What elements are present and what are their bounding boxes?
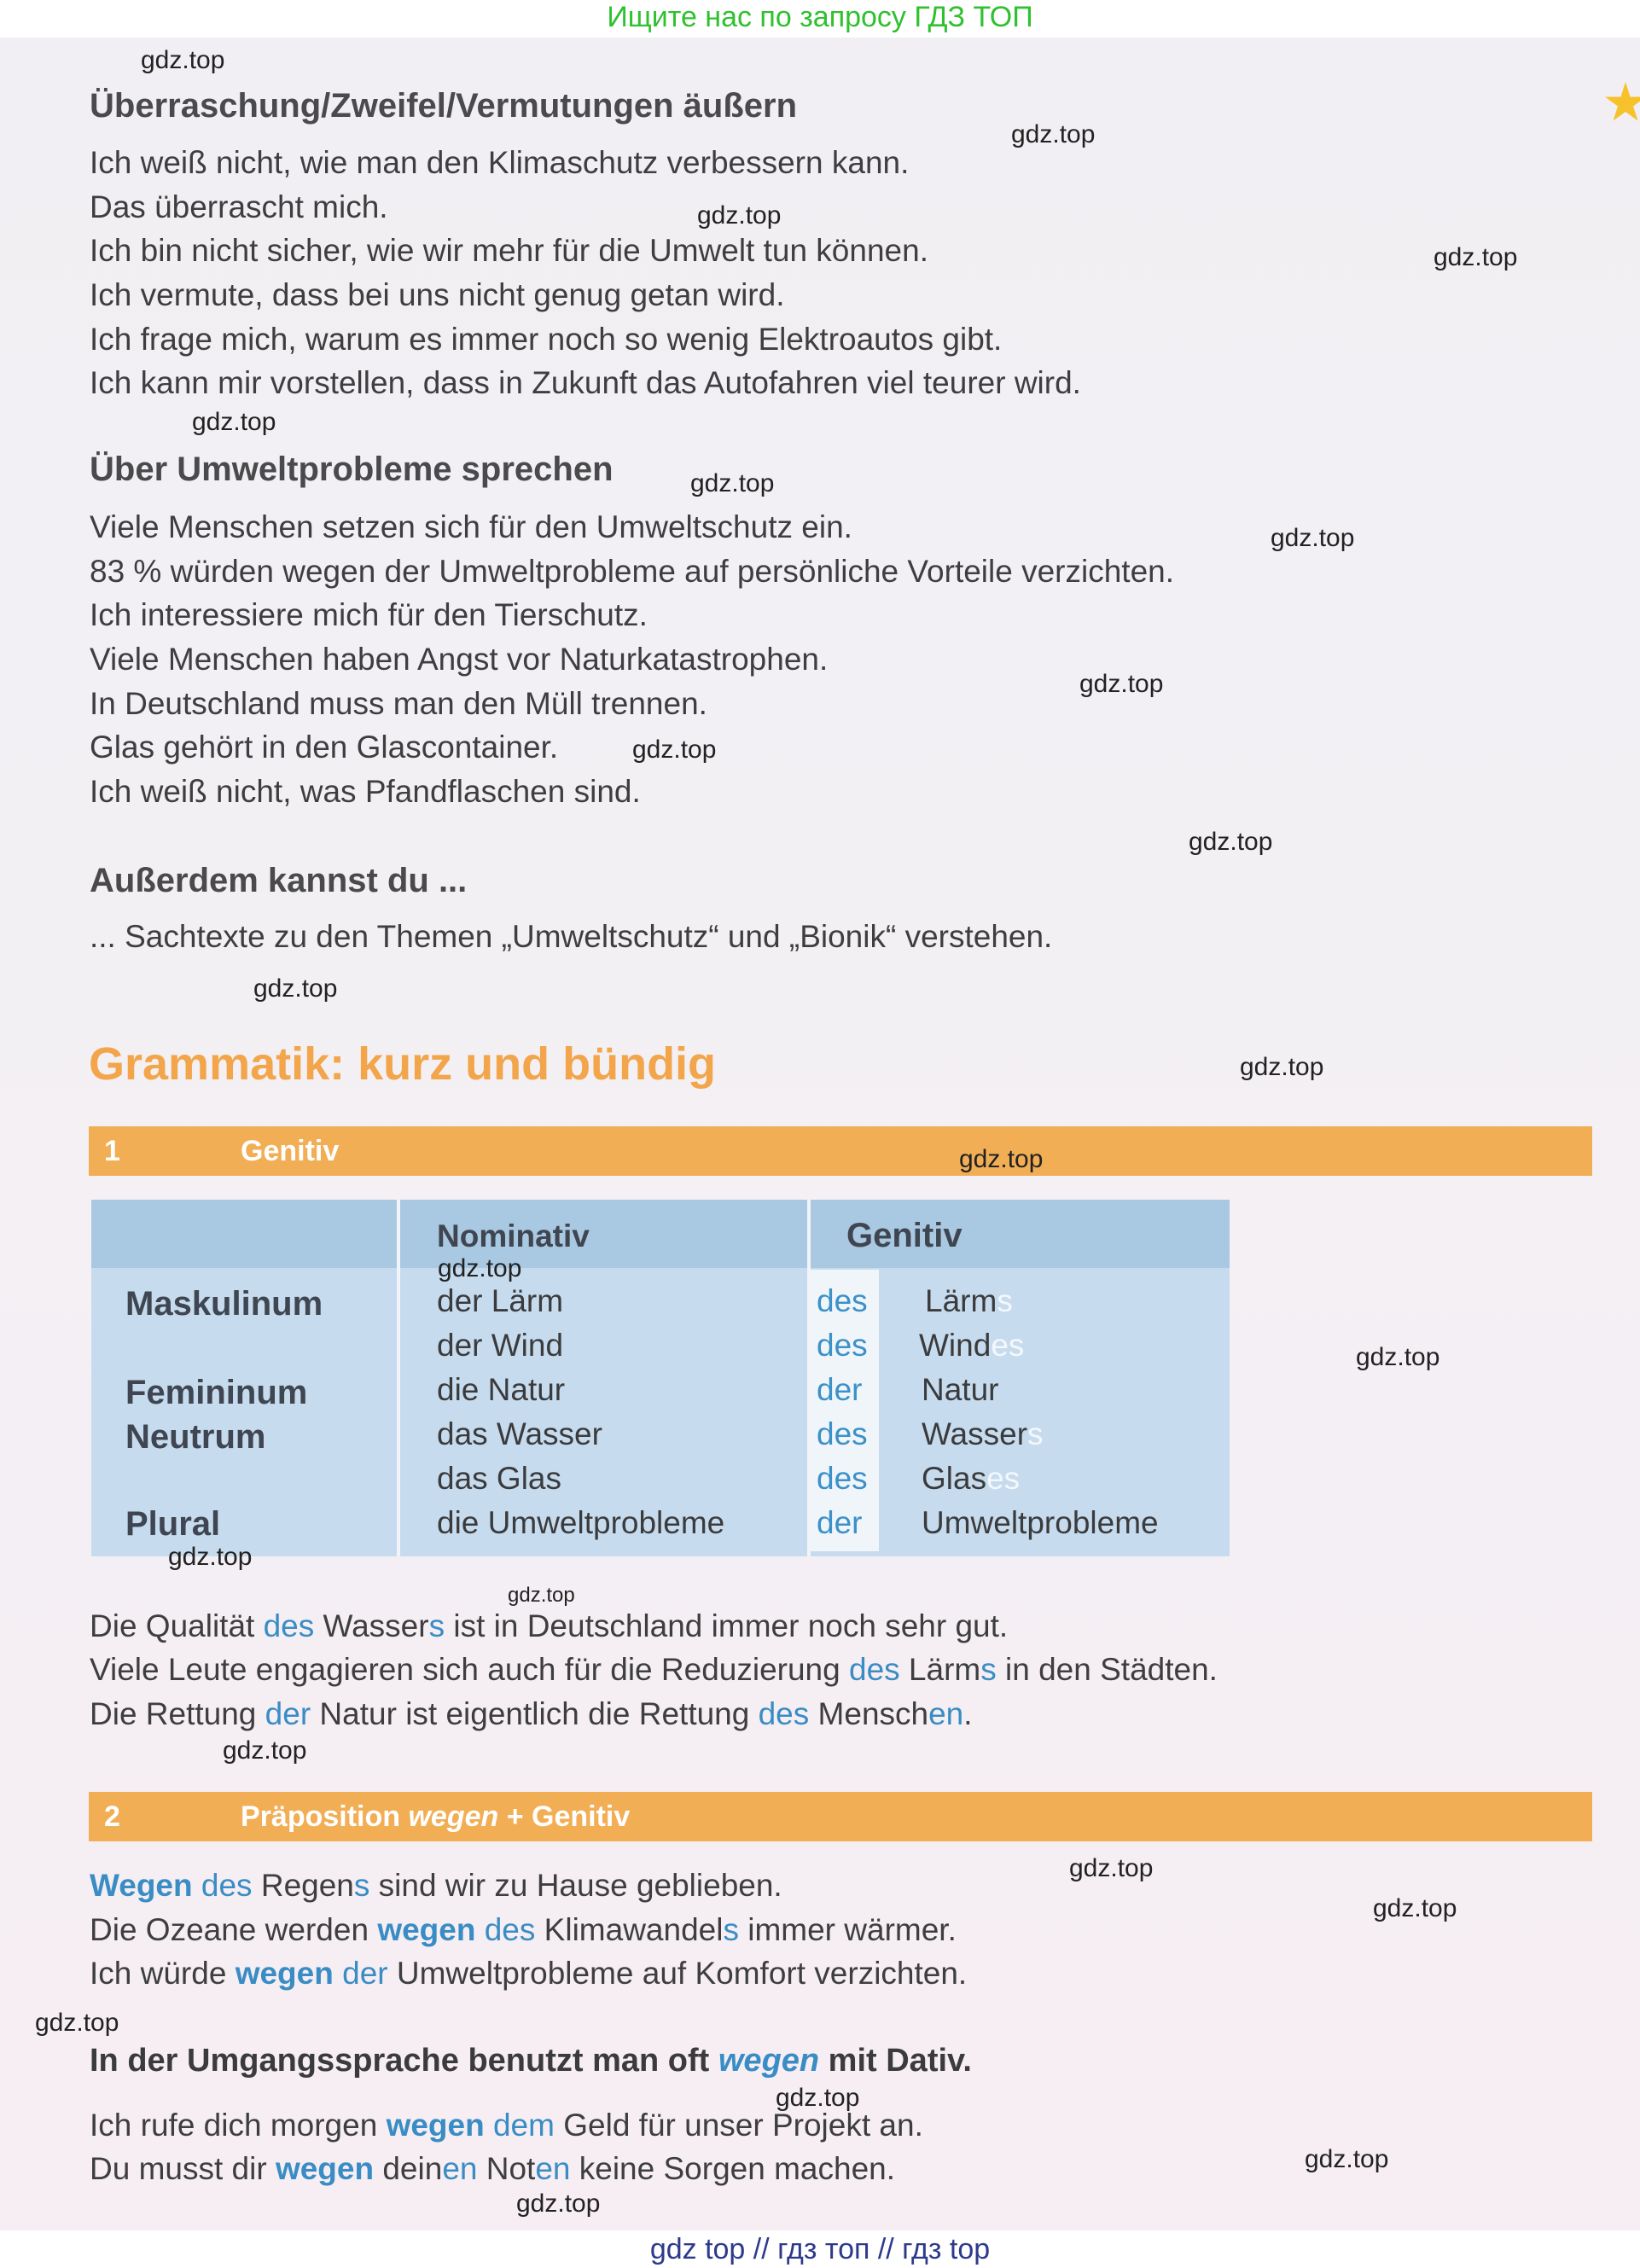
bar-title — [241, 1800, 630, 1834]
grammar-bar-genitiv — [89, 1126, 1592, 1176]
genitiv-noun — [922, 1461, 1020, 1497]
text-part — [475, 1912, 484, 1947]
text-part — [193, 1868, 201, 1903]
bottom-banner-text[interactable]: gdz top // гдз топ // гдз top — [649, 2233, 991, 2265]
text-part: Regen — [252, 1868, 354, 1903]
noun-stem: Umweltprobleme — [922, 1505, 1159, 1540]
genitiv-article: des — [263, 1608, 315, 1643]
noun-stem: Natur — [922, 1372, 999, 1407]
watermark: gdz.top — [253, 974, 338, 1003]
text-part — [334, 1956, 342, 1991]
text-line: Ich frage mich, warum es immer noch so wenig Elektroautos gibt. — [90, 322, 1003, 357]
watermark: gdz.top — [508, 1584, 575, 1607]
watermark: gdz.top — [1434, 243, 1518, 271]
text-line: Viele Menschen setzen sich für den Umweltschutz ein. — [90, 509, 852, 544]
wegen-word: Wegen — [90, 1868, 193, 1903]
watermark: gdz.top — [35, 2009, 119, 2037]
genitiv-article: des — [817, 1416, 868, 1451]
text-line: Glas gehört in den Glascontainer. — [90, 730, 559, 765]
text-part: Lärm — [899, 1652, 981, 1687]
text-line: Ich kann mir vorstellen, dass in Zukunft das Autofahren viel teurer wird. — [90, 365, 1081, 400]
example-sentence — [90, 1608, 1008, 1644]
genitiv-ending: es — [991, 1328, 1025, 1363]
genitiv-ending: en — [928, 1696, 964, 1731]
watermark: gdz.top — [1373, 1894, 1457, 1922]
genitiv-noun — [919, 1328, 1024, 1364]
colloquial-hint — [90, 2043, 972, 2079]
text-part: Die Rettung — [90, 1696, 265, 1731]
watermark: gdz.top — [1189, 828, 1273, 856]
text-part: sind wir zu Hause geblieben. — [369, 1868, 782, 1903]
text-line: Viele Menschen haben Angst vor Naturkatastrophen. — [90, 642, 829, 677]
genitiv-table — [91, 1200, 1230, 1556]
watermark: gdz.top — [776, 2084, 860, 2112]
text-part: Ich rufe dich morgen — [90, 2108, 387, 2143]
noun-stem: Glas — [922, 1461, 987, 1496]
genitiv-article: des — [817, 1328, 868, 1363]
genitiv-article: der — [817, 1505, 863, 1540]
gender-label: Plural — [125, 1505, 221, 1543]
gender-label: Femininum — [125, 1374, 308, 1411]
nominativ-cell: das Wasser — [437, 1416, 602, 1451]
wegen-word: wegen — [275, 2151, 375, 2186]
top-banner[interactable] — [0, 0, 1640, 38]
nominativ-cell: der Lärm — [437, 1283, 564, 1318]
genitiv-article: des — [201, 1868, 253, 1903]
text-line: ... Sachtexte zu den Themen „Umweltschutz“ und „Bionik“ verstehen. — [90, 919, 1053, 954]
text-part: Die Qualität — [90, 1608, 264, 1643]
example-sentence — [90, 2151, 895, 2187]
text-line: Ich interessiere mich für den Tierschutz. — [90, 597, 648, 632]
genitiv-noun — [922, 1372, 998, 1408]
watermark: gdz.top — [697, 201, 782, 230]
hint-part: wegen — [718, 2043, 820, 2079]
watermark: gdz.top — [1240, 1053, 1324, 1081]
text-part: Mensch — [809, 1696, 929, 1731]
nominativ-cell: der Wind — [437, 1328, 564, 1363]
hint-part: mit Dativ. — [819, 2043, 972, 2079]
text-line: Ich weiß nicht, was Pfandflaschen sind. — [90, 774, 641, 809]
watermark: gdz.top — [1069, 1854, 1154, 1882]
example-sentence — [90, 1912, 957, 1948]
text-part: Ich würde — [90, 1956, 236, 1991]
text-part: Natur ist eigentlich die Rettung — [311, 1696, 759, 1731]
table-header-row — [91, 1200, 1230, 1268]
example-sentence — [90, 1868, 782, 1904]
bar-title-part: wegen — [408, 1800, 499, 1833]
wegen-word: wegen — [235, 1956, 334, 1991]
bar-number: 1 — [104, 1135, 120, 1167]
watermark: gdz.top — [1011, 120, 1096, 148]
genitiv-ending: s — [723, 1912, 739, 1947]
text-line: In Deutschland muss man den Müll trennen. — [90, 686, 707, 721]
watermark: gdz.top — [959, 1145, 1044, 1173]
section-heading-environment: Über Umweltprobleme sprechen — [90, 451, 614, 488]
genitiv-article: des — [484, 1912, 536, 1947]
genitiv-noun — [922, 1416, 1044, 1452]
genitiv-noun — [922, 1505, 1159, 1541]
watermark: gdz.top — [1079, 670, 1164, 698]
example-sentence — [90, 1652, 1218, 1688]
text-part: keine Sorgen machen. — [570, 2151, 895, 2186]
noun-stem: Wind — [919, 1328, 992, 1363]
watermark: gdz.top — [223, 1736, 307, 1765]
watermark: gdz.top — [690, 469, 775, 497]
watermark: gdz.top — [438, 1254, 522, 1282]
bottom-banner[interactable] — [0, 2230, 1640, 2268]
genitiv-ending: es — [986, 1461, 1021, 1496]
genitiv-article: der — [342, 1956, 388, 1991]
text-line: 83 % würden wegen der Umweltprobleme auf persönliche Vorteile verzichten. — [90, 554, 1175, 589]
example-sentence — [90, 1696, 973, 1732]
grammar-title: Grammatik: kurz und bündig — [89, 1038, 717, 1090]
genitiv-ending: s — [428, 1608, 445, 1643]
watermark: gdz.top — [1271, 524, 1355, 552]
text-part: Wasser — [314, 1608, 429, 1643]
example-sentence — [90, 2108, 923, 2143]
genitiv-article: des — [849, 1652, 900, 1687]
bar-number: 2 — [104, 1800, 120, 1833]
genitiv-article: des — [758, 1696, 810, 1731]
watermark: gdz.top — [632, 736, 717, 764]
watermark: gdz.top — [1305, 2145, 1389, 2173]
section-heading-extra: Außerdem kannst du ... — [90, 862, 468, 899]
text-part: ist in Deutschland immer noch sehr gut. — [445, 1608, 1009, 1643]
example-sentence — [90, 1956, 967, 1992]
genitiv-article: der — [265, 1696, 311, 1731]
genitiv-ending: s — [353, 1868, 370, 1903]
top-banner-text[interactable]: Ищите нас по запросу ГДЗ ТОП — [607, 1, 1033, 33]
genitiv-article: der — [817, 1372, 863, 1407]
text-line: Ich weiß nicht, wie man den Klimaschutz verbessern kann. — [90, 145, 910, 180]
genitiv-noun — [925, 1283, 1013, 1319]
text-part: . — [963, 1696, 973, 1731]
bar-title-part: Präposition — [241, 1800, 409, 1833]
genitiv-ending: s — [980, 1652, 997, 1687]
text-part — [485, 2108, 493, 2143]
text-part: Viele Leute engagieren sich auch für die Reduzierung — [90, 1652, 849, 1687]
watermark: gdz.top — [192, 408, 276, 436]
noun-stem: Lärm — [925, 1283, 997, 1318]
text-part: Not — [477, 2151, 536, 2186]
text-part: Du musst dir — [90, 2151, 276, 2186]
text-part — [374, 2151, 382, 2186]
genitiv-ending: s — [1027, 1416, 1044, 1451]
genitiv-article: des — [817, 1283, 868, 1318]
dativ-ending: en — [442, 2151, 478, 2186]
watermark: gdz.top — [516, 2189, 601, 2218]
dativ-ending: en — [535, 2151, 571, 2186]
text-line: Das überrascht mich. — [90, 189, 388, 224]
text-line: Ich vermute, dass bei uns nicht genug getan wird. — [90, 277, 785, 312]
text-part: Umweltprobleme auf Komfort verzichten. — [387, 1956, 968, 1991]
wegen-word: wegen — [377, 1912, 476, 1947]
nominativ-cell: die Natur — [437, 1372, 566, 1407]
dativ-article: dem — [492, 2108, 555, 2143]
text-part: dein — [382, 2151, 443, 2186]
wegen-word: wegen — [386, 2108, 485, 2143]
grammar-bar-wegen — [89, 1792, 1592, 1841]
table-divider — [397, 1200, 400, 1556]
gender-label: Neutrum — [125, 1418, 266, 1456]
text-part: in den Städten. — [996, 1652, 1218, 1687]
text-part: Die Ozeane werden — [90, 1912, 378, 1947]
watermark: gdz.top — [141, 46, 225, 74]
nominativ-cell: das Glas — [437, 1461, 562, 1496]
text-part: Geld für unser Projekt an. — [554, 2108, 923, 2143]
nominativ-cell: die Umweltprobleme — [437, 1505, 725, 1540]
bar-title: Genitiv — [241, 1135, 340, 1167]
column-header-nominativ: Nominativ — [437, 1218, 590, 1253]
section-heading-opinions: Überraschung/Zweifel/Vermutungen äußern — [90, 87, 798, 125]
watermark: gdz.top — [168, 1543, 253, 1571]
gender-label: Maskulinum — [125, 1285, 323, 1323]
hint-part: In der Umgangssprache benutzt man oft — [90, 2043, 718, 2079]
genitiv-ending: s — [997, 1283, 1013, 1318]
noun-stem: Wasser — [922, 1416, 1028, 1451]
bar-title-part: + Genitiv — [498, 1800, 631, 1833]
watermark: gdz.top — [1356, 1343, 1440, 1371]
genitiv-article: des — [817, 1461, 868, 1496]
text-line: Ich bin nicht sicher, wie wir mehr für die Umwelt tun können. — [90, 233, 928, 268]
text-part: immer wärmer. — [738, 1912, 957, 1947]
text-part: Klimawandel — [535, 1912, 724, 1947]
column-header-genitiv: Genitiv — [846, 1217, 962, 1254]
